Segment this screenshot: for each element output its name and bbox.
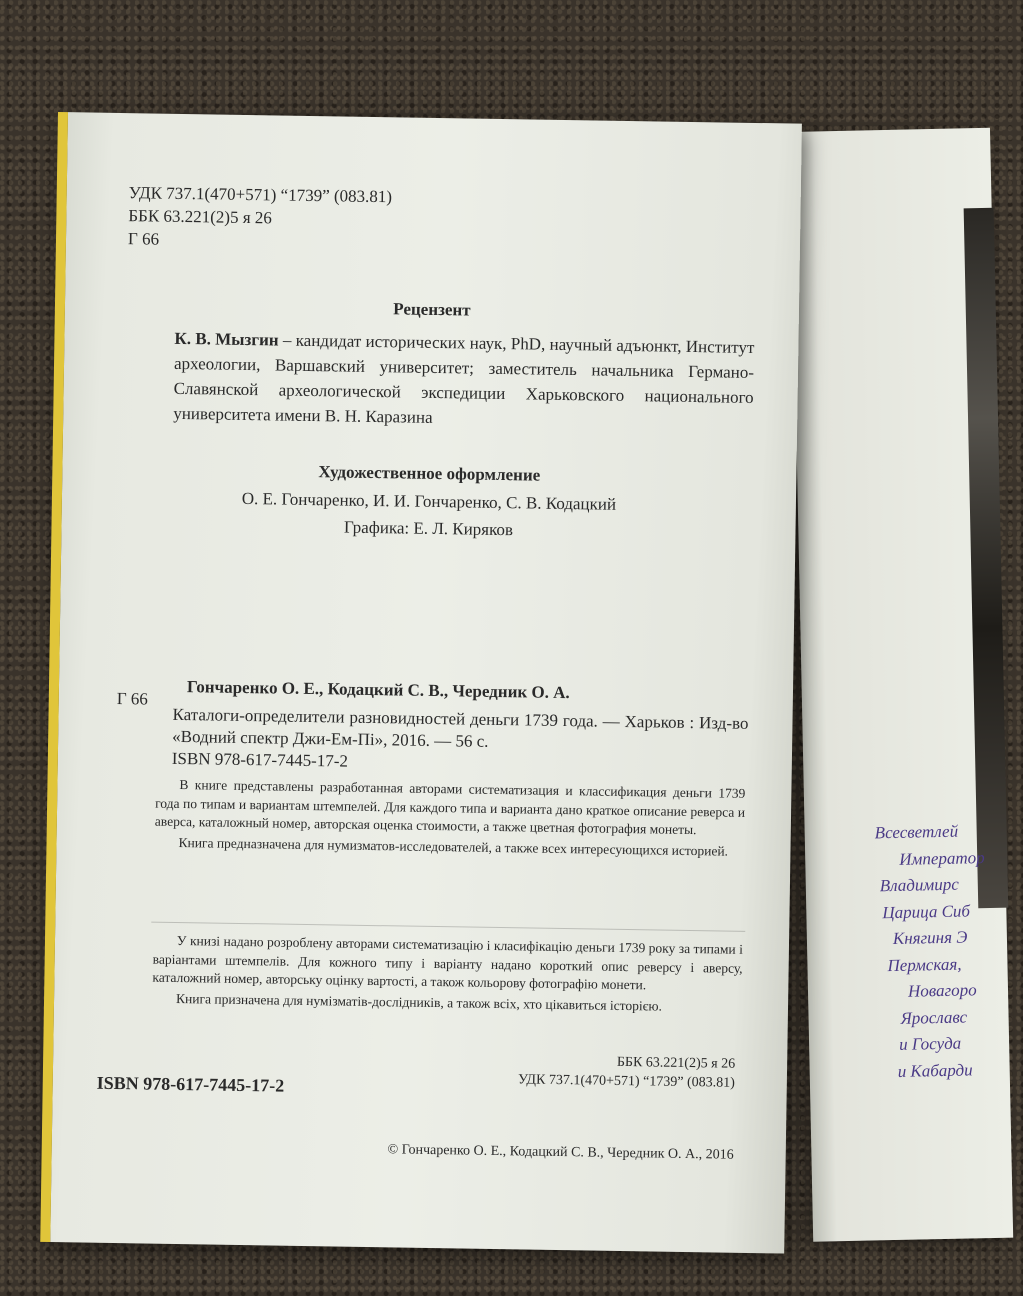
portrait-photo [964,208,1009,908]
abstract-russian [154,776,745,861]
graphics-credit: Графика: Е. Л. Киряков [343,517,514,540]
right-page [790,128,1013,1242]
bib-record [172,704,749,779]
caption-line: Всесветлей [874,821,959,843]
copyright-line: © Гончаренко О. Е., Кодацкий С. В., Чередник О. А., 2016 [387,1142,734,1163]
udk-block [128,181,392,254]
bib-code: Г 66 [116,688,149,709]
classification-bottom [518,1051,735,1092]
caption-line: и Кабарди [897,1059,973,1081]
imprint-page [40,112,802,1254]
portrait-caption [874,817,1020,1085]
bib-description: Каталоги-определители разновидностей деньги 1739 года. — Харьков : Изд-во «Водний спектр Джи-Ем-Пі», 2016. — 56 с. [172,704,749,751]
udk-code: УДК 737.1(470+571) “1739” (083.81) [517,1072,735,1091]
abstract-ukrainian [152,932,743,1017]
caption-line: Император [899,847,985,869]
abstract-paragraph: Книга предназначена для нумизматов-исследователей, а также всех интересующихся историей. [178,834,729,859]
bib-authors: Гончаренко О. Е., Кодацкий С. В., Чередник О. А. [186,677,570,703]
abstract-paragraph: В книге представлены разработанная авторами систематизация и классификация деньги 1739 года по типам и вариантам штемпелей. Для каждого типа и варианта дано краткое описание реверса и аверса, каталожный номер, авторская оценка стоимости, а также цветная фотография монеты. [154,776,746,838]
abstract-paragraph: У книзі надано розроблену авторами систематизацію і класифікацію деньги 1739 року за типами і варіантами штемпелів. Для кожного типу і варіанту надано короткий опис реверсу і аверсу, каталожний номер, авторську оцінку вартості, а також кольорову фотографію монети. [152,932,744,993]
reviewer-credentials: – кандидат исторических наук, PhD, научный адъюнкт, Институт археологии, Варшавский университет; заместитель начальника Германо-Славянской археологической экспедиции Харьковского национального университета имени В. Н. Каразина [173,330,755,427]
caption-line: и Госуда [898,1033,962,1054]
caption-line: Пермская, [887,954,962,975]
isbn-number: ISBN 978-617-7445-17-2 [96,1072,285,1096]
design-names: О. Е. Гончаренко, И. И. Гончаренко, С. В. Кодацкий [241,488,617,514]
caption-line: Владимирс [879,874,959,896]
reviewer-paragraph [173,326,754,435]
udk-code: УДК 737.1(470+571) “1739” (083.81) [128,183,393,207]
caption-line: Ярославс [900,1006,968,1028]
bbk-code: ББК 63.221(2)5 я 26 [616,1054,736,1072]
caption-line: Царица Сиб [882,900,971,922]
section-divider [151,922,745,932]
caption-line: Княгиня Э [892,927,968,949]
design-heading: Художественное оформление [318,462,541,485]
abstract-paragraph: Книга призначена для нумізматів-дослідників, а також всіх, хто цікавиться історією. [175,990,663,1014]
reviewer-name: К. В. Мызгин [174,328,279,350]
reviewer-heading: Рецензент [393,299,471,320]
bib-isbn: ISBN 978-617-7445-17-2 [171,748,349,771]
author-sign: Г 66 [127,229,160,249]
caption-line: Новагоро [907,980,977,1001]
bbk-code: ББК 63.221(2)5 я 26 [128,206,273,228]
